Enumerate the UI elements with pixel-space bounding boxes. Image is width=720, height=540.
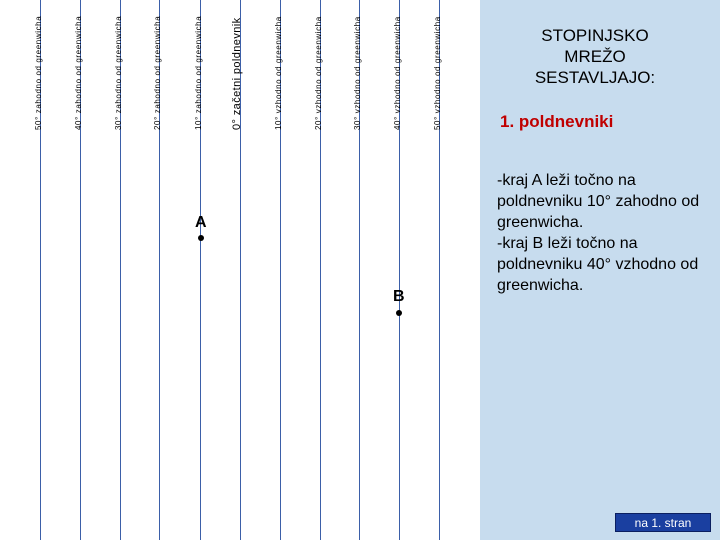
- meridian-label: 10° vzhodno od greenwicha: [274, 16, 283, 130]
- meridian-label: 40° vzhodno od greenwicha: [393, 16, 402, 130]
- place-a-label: A: [195, 214, 207, 231]
- prime-meridian-label: 0° začetni poldnevnik: [231, 17, 243, 130]
- meridian-label: 50° vzhodno od greenwicha: [433, 16, 442, 130]
- meridian-label: 10° zahodno od greenwicha: [194, 15, 203, 130]
- place-b-label: B: [393, 288, 405, 305]
- meridian-label: 50° zahodno od greenwicha: [34, 15, 43, 130]
- panel-title: STOPINJSKO MREŽO SESTAVLJAJO:: [534, 26, 656, 87]
- panel-subtitle: 1. poldnevniki: [500, 112, 614, 131]
- panel-description: -kraj A leži točno na poldnevniku 10° zahodno od greenwicha. -kraj B leži točno na poldnevniku 40° vzhodno od greenwicha.: [497, 172, 700, 294]
- meridian-label: 40° zahodno od greenwicha: [74, 15, 83, 130]
- meridian-label: 20° vzhodno od greenwicha: [314, 16, 323, 130]
- place-a-dot: [198, 235, 204, 241]
- place-b-dot: [396, 310, 402, 316]
- meridian-label: 20° zahodno od greenwicha: [153, 15, 162, 130]
- meridian-label: 30° vzhodno od greenwicha: [353, 16, 362, 130]
- back-to-page-1-button[interactable]: na 1. stran: [615, 513, 711, 532]
- meridian-label: 30° zahodno od greenwicha: [114, 15, 123, 130]
